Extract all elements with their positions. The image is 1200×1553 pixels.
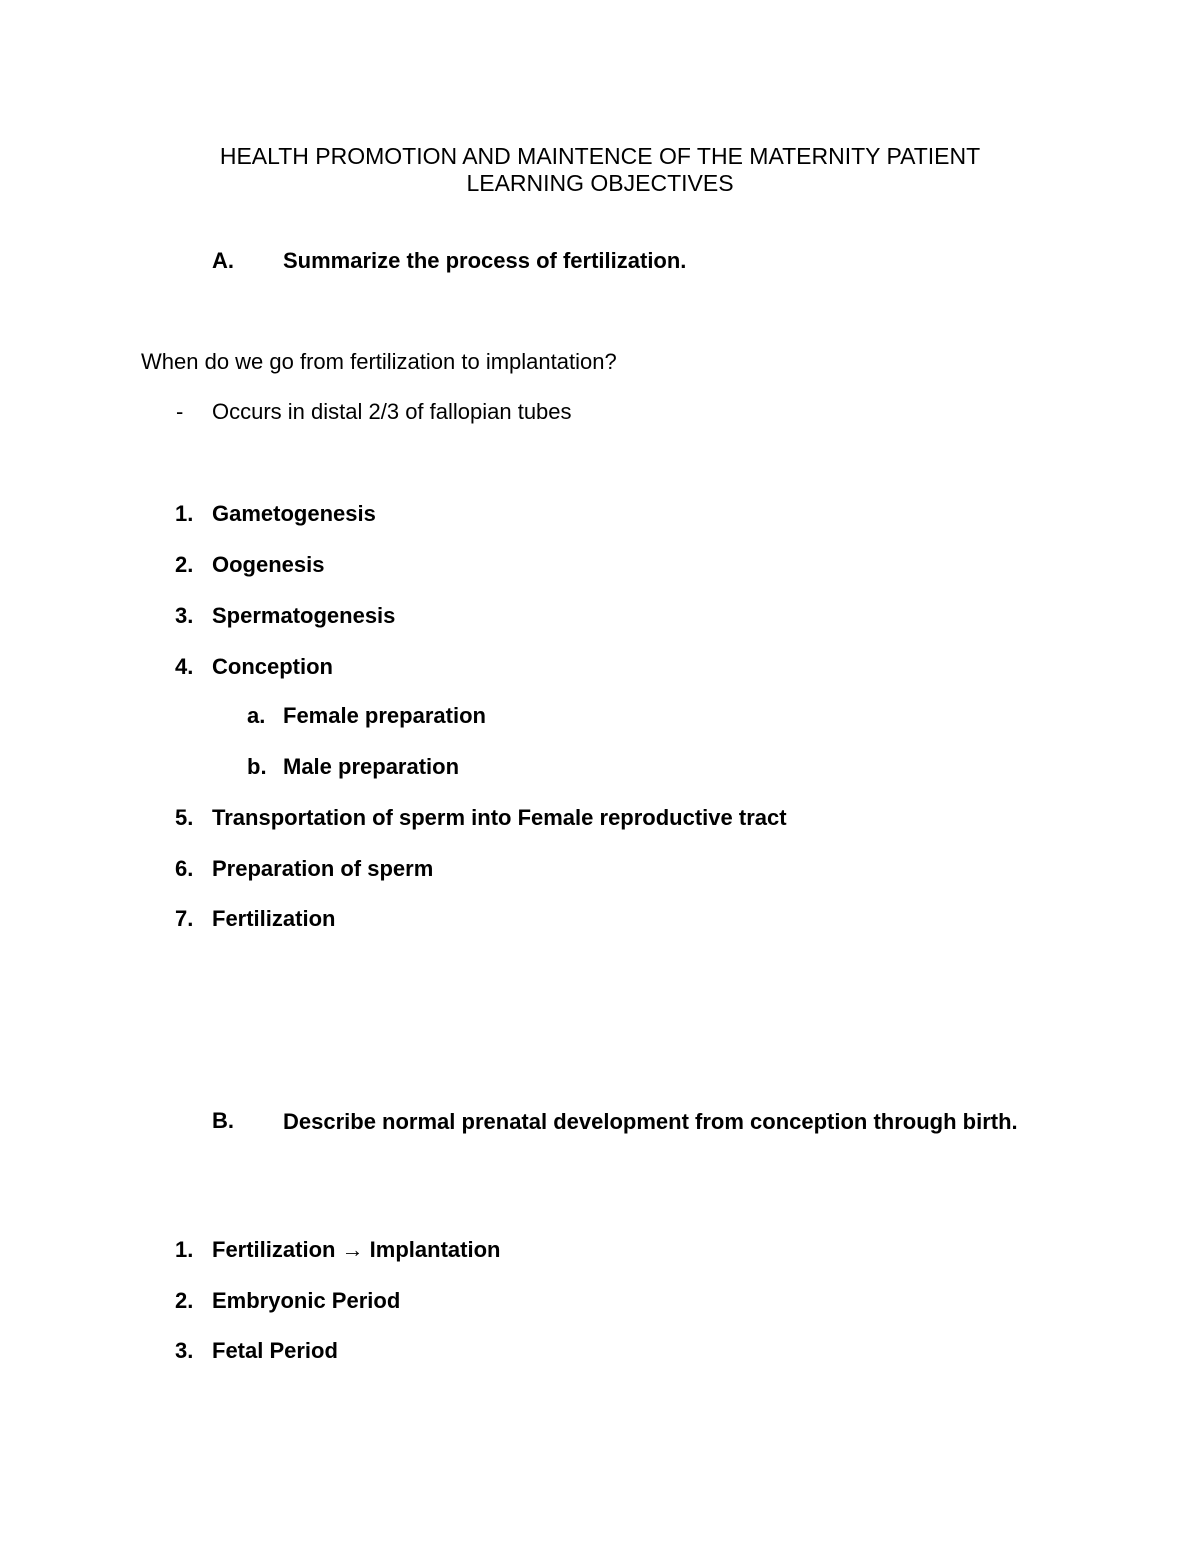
question-text: When do we go from fertilization to implantation? [141,349,617,374]
list-item: Conception [212,654,333,679]
sub-list-item: Female preparation [283,703,486,728]
list-item-number: 4. [175,654,194,679]
list-item-number: 3. [175,1338,194,1363]
list-item-number: 5. [175,805,194,830]
bullet-text: Occurs in distal 2/3 of fallopian tubes [212,399,572,424]
list-item-number: 2. [175,552,194,577]
list-item-number: 7. [175,906,194,931]
list-item: Fertilization [212,906,336,931]
sub-list-item-letter: b. [247,754,267,779]
document-title: HEALTH PROMOTION AND MAINTENCE OF THE MATERNITY PATIENT [219,143,981,169]
list-item: Fertilization → Implantation [212,1237,501,1262]
list-item: Transportation of sperm into Female reproductive tract [212,805,787,830]
list-item-number: 1. [175,1237,194,1262]
bullet-marker: - [176,399,184,424]
list-item: Embryonic Period [212,1288,401,1313]
list-item: Fetal Period [212,1338,338,1363]
list-item-number: 1. [175,501,194,526]
section-a-heading: Summarize the process of fertilization. [283,248,687,273]
list-item-number: 2. [175,1288,194,1313]
section-b-heading: Describe normal prenatal development from conception through birth. [283,1109,1018,1134]
sub-list-item: Male preparation [283,754,460,779]
list-item-number: 6. [175,856,194,881]
list-item: Oogenesis [212,552,325,577]
section-a-letter: A. [212,248,234,273]
list-item: Spermatogenesis [212,603,396,628]
list-item-number: 3. [175,603,194,628]
sub-list-item-letter: a. [247,703,266,728]
list-item: Preparation of sperm [212,856,434,881]
document-subtitle: LEARNING OBJECTIVES [466,170,734,196]
list-item: Gametogenesis [212,501,376,526]
section-b-letter: B. [212,1108,234,1133]
